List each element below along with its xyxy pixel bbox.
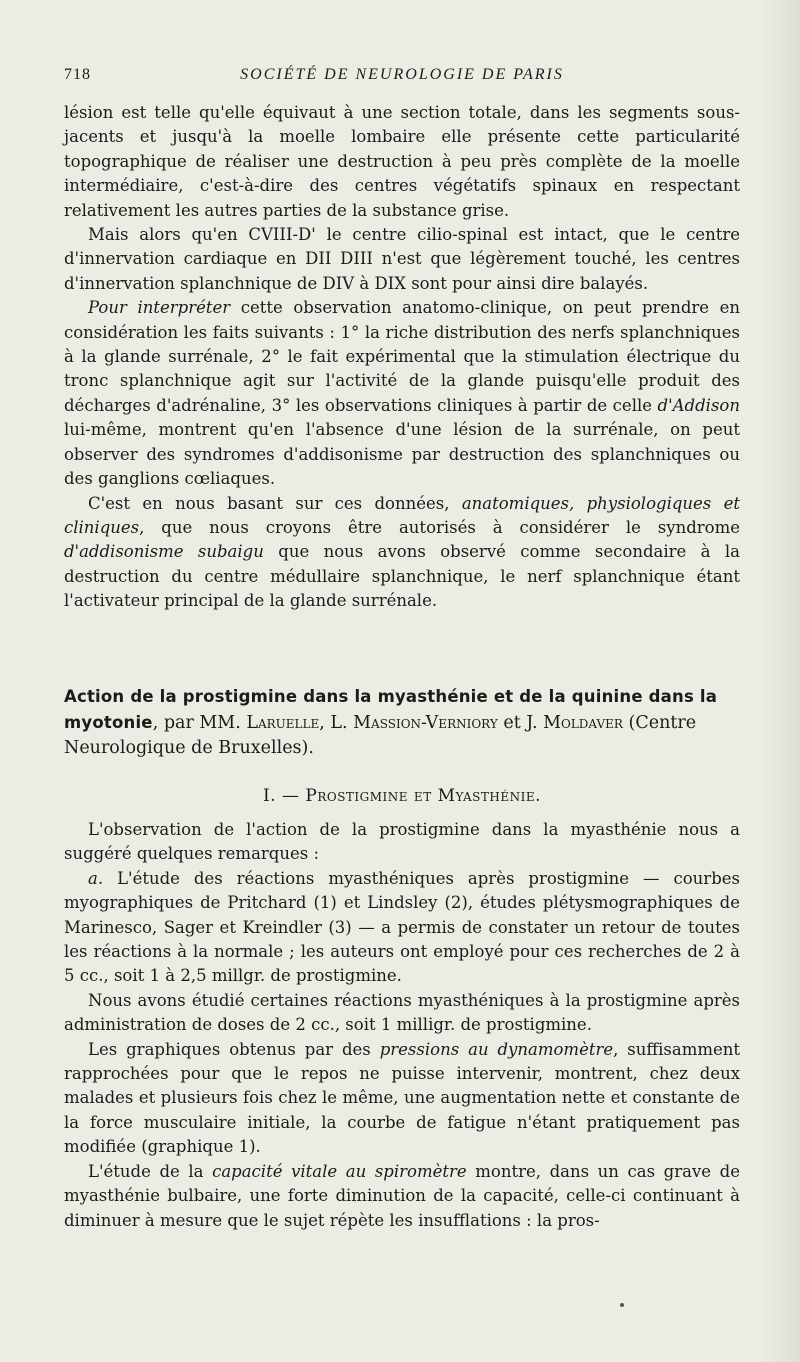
article-title: Action de la prostigmine dans la myasthénie et de la quinine dans la myotonie bbox=[64, 687, 718, 732]
author-name: Laruelle bbox=[246, 713, 320, 733]
running-title: SOCIÉTÉ DE NEUROLOGIE DE PARIS bbox=[240, 66, 564, 83]
running-header bbox=[64, 66, 740, 90]
paragraph: L'observation de l'action de la prostigmine dans la myasthénie nous a suggéré quelques remarques : bbox=[64, 820, 740, 864]
paragraph: Nous avons étudié certaines réactions myasthéniques à la prostigmine après administration de doses de 2 cc., soit 1 milligr. de prostigmine. bbox=[64, 990, 740, 1035]
article-body bbox=[64, 818, 740, 1233]
paragraph: Les graphiques obtenus par des pressions au dynamomètre, suffisamment rapprochées pour que le repos ne puisse intervenir, montrent, chez deux malades et plusieurs fois chez le même, une augmentation nette et constante de la force musculaire initiale, la courbe de fatigue n'étant pratiquement pas modifiée (graphique 1). bbox=[64, 1039, 741, 1157]
italic-phrase: pressions au dynamomètre bbox=[379, 1039, 614, 1059]
italic-phrase: d'addisonisme subaigu bbox=[64, 542, 264, 562]
paragraph: Pour interpréter cette observation anatomo-clinique, on peut prendre en considération les faits suivants : 1° la riche distribution des nerfs splanchniques à la glande surrénale, 2° le fait expérimental que la stimulation électrique du tronc splanchnique agit sur l'activité de la glande puisqu'elle produit des décharges d'adrénaline, 3° les observations cliniques à partir de celle d'Addison lui-même, montrent qu'en l'absence d'une lésion de la surrénale, on peut observer des syndromes d'addisonisme par destruction des splanchniques ou des ganglions cœliaques. bbox=[64, 298, 741, 489]
page-edge-shadow bbox=[760, 0, 800, 1362]
affiliation: (Centre Neurologique de Bruxelles). bbox=[64, 713, 697, 758]
italic-phrase: capacité vitale au spiromètre bbox=[212, 1161, 467, 1181]
article-title-block: Action de la prostigmine dans la myasthénie et de la quinine dans la myotonie, par MM. Laruelle, L. Massion-Verniory et J. Moldaver (Centre Neurologique de Bruxelles). bbox=[64, 687, 718, 758]
ink-speck bbox=[620, 1303, 624, 1307]
author-name: Moldaver bbox=[543, 713, 623, 733]
page-number: 718 bbox=[64, 66, 91, 83]
paragraph: Mais alors qu'en CVIII-D' le centre cilio-spinal est intact, que le centre d'innervation cardiaque en DII DIII n'est que légèrement touché, les centres d'innervation splanchnique de DIV à DIX sont pour ainsi dire balayés. bbox=[64, 225, 740, 293]
paragraph: L'étude de la capacité vitale au spiromètre montre, dans un cas grave de myasthénie bulbaire, une forte diminution de la capacité, celle-ci continuant à diminuer à mesure que le sujet répète les insufflations : la pros- bbox=[64, 1161, 740, 1230]
previous-article-text bbox=[64, 101, 740, 614]
italic-phrase: anatomiques, physiologiques et cliniques bbox=[64, 493, 740, 537]
italic-phrase: Pour interpréter bbox=[88, 298, 231, 318]
paragraph: C'est en nous basant sur ces données, anatomiques, physiologiques et cliniques, que nous croyons être autorisés à considérer le syndrome d'addisonisme subaigu que nous avons observé comme secondaire à la destruction du centre médullaire splanchnique, le nerf splanchnique étant l'activateur principal de la glande surrénale. bbox=[64, 493, 740, 611]
section-heading: I. — Prostigmine et Myasthénie. bbox=[262, 786, 542, 806]
italic-name: d'Addison bbox=[657, 395, 740, 415]
paragraph: a. L'étude des réactions myasthéniques après prostigmine — courbes myographiques de Pritchard (1) et Lindsley (2), études plétysmographiques de Marinesco, Sager et Kreindler (3) — a permis de constater un retour de toutes les réactions à la normale ; les auteurs ont employé pour ces recherches de 2 à 5 cc., soit 1 à 2,5 millgr. de prostigmine. bbox=[64, 868, 740, 986]
paragraph: lésion est telle qu'elle équivaut à une section totale, dans les segments sous-jacents et jusqu'à la moelle lombaire elle présente cette particularité topographique de réaliser une destruction à peu près complète de la moelle intermédiaire, c'est-à-dire des centres végétatifs spinaux en respectant relativement les autres parties de la substance grise. bbox=[64, 103, 740, 220]
author-name: Massion-Verniory bbox=[353, 713, 498, 733]
item-label: a. bbox=[88, 868, 104, 888]
